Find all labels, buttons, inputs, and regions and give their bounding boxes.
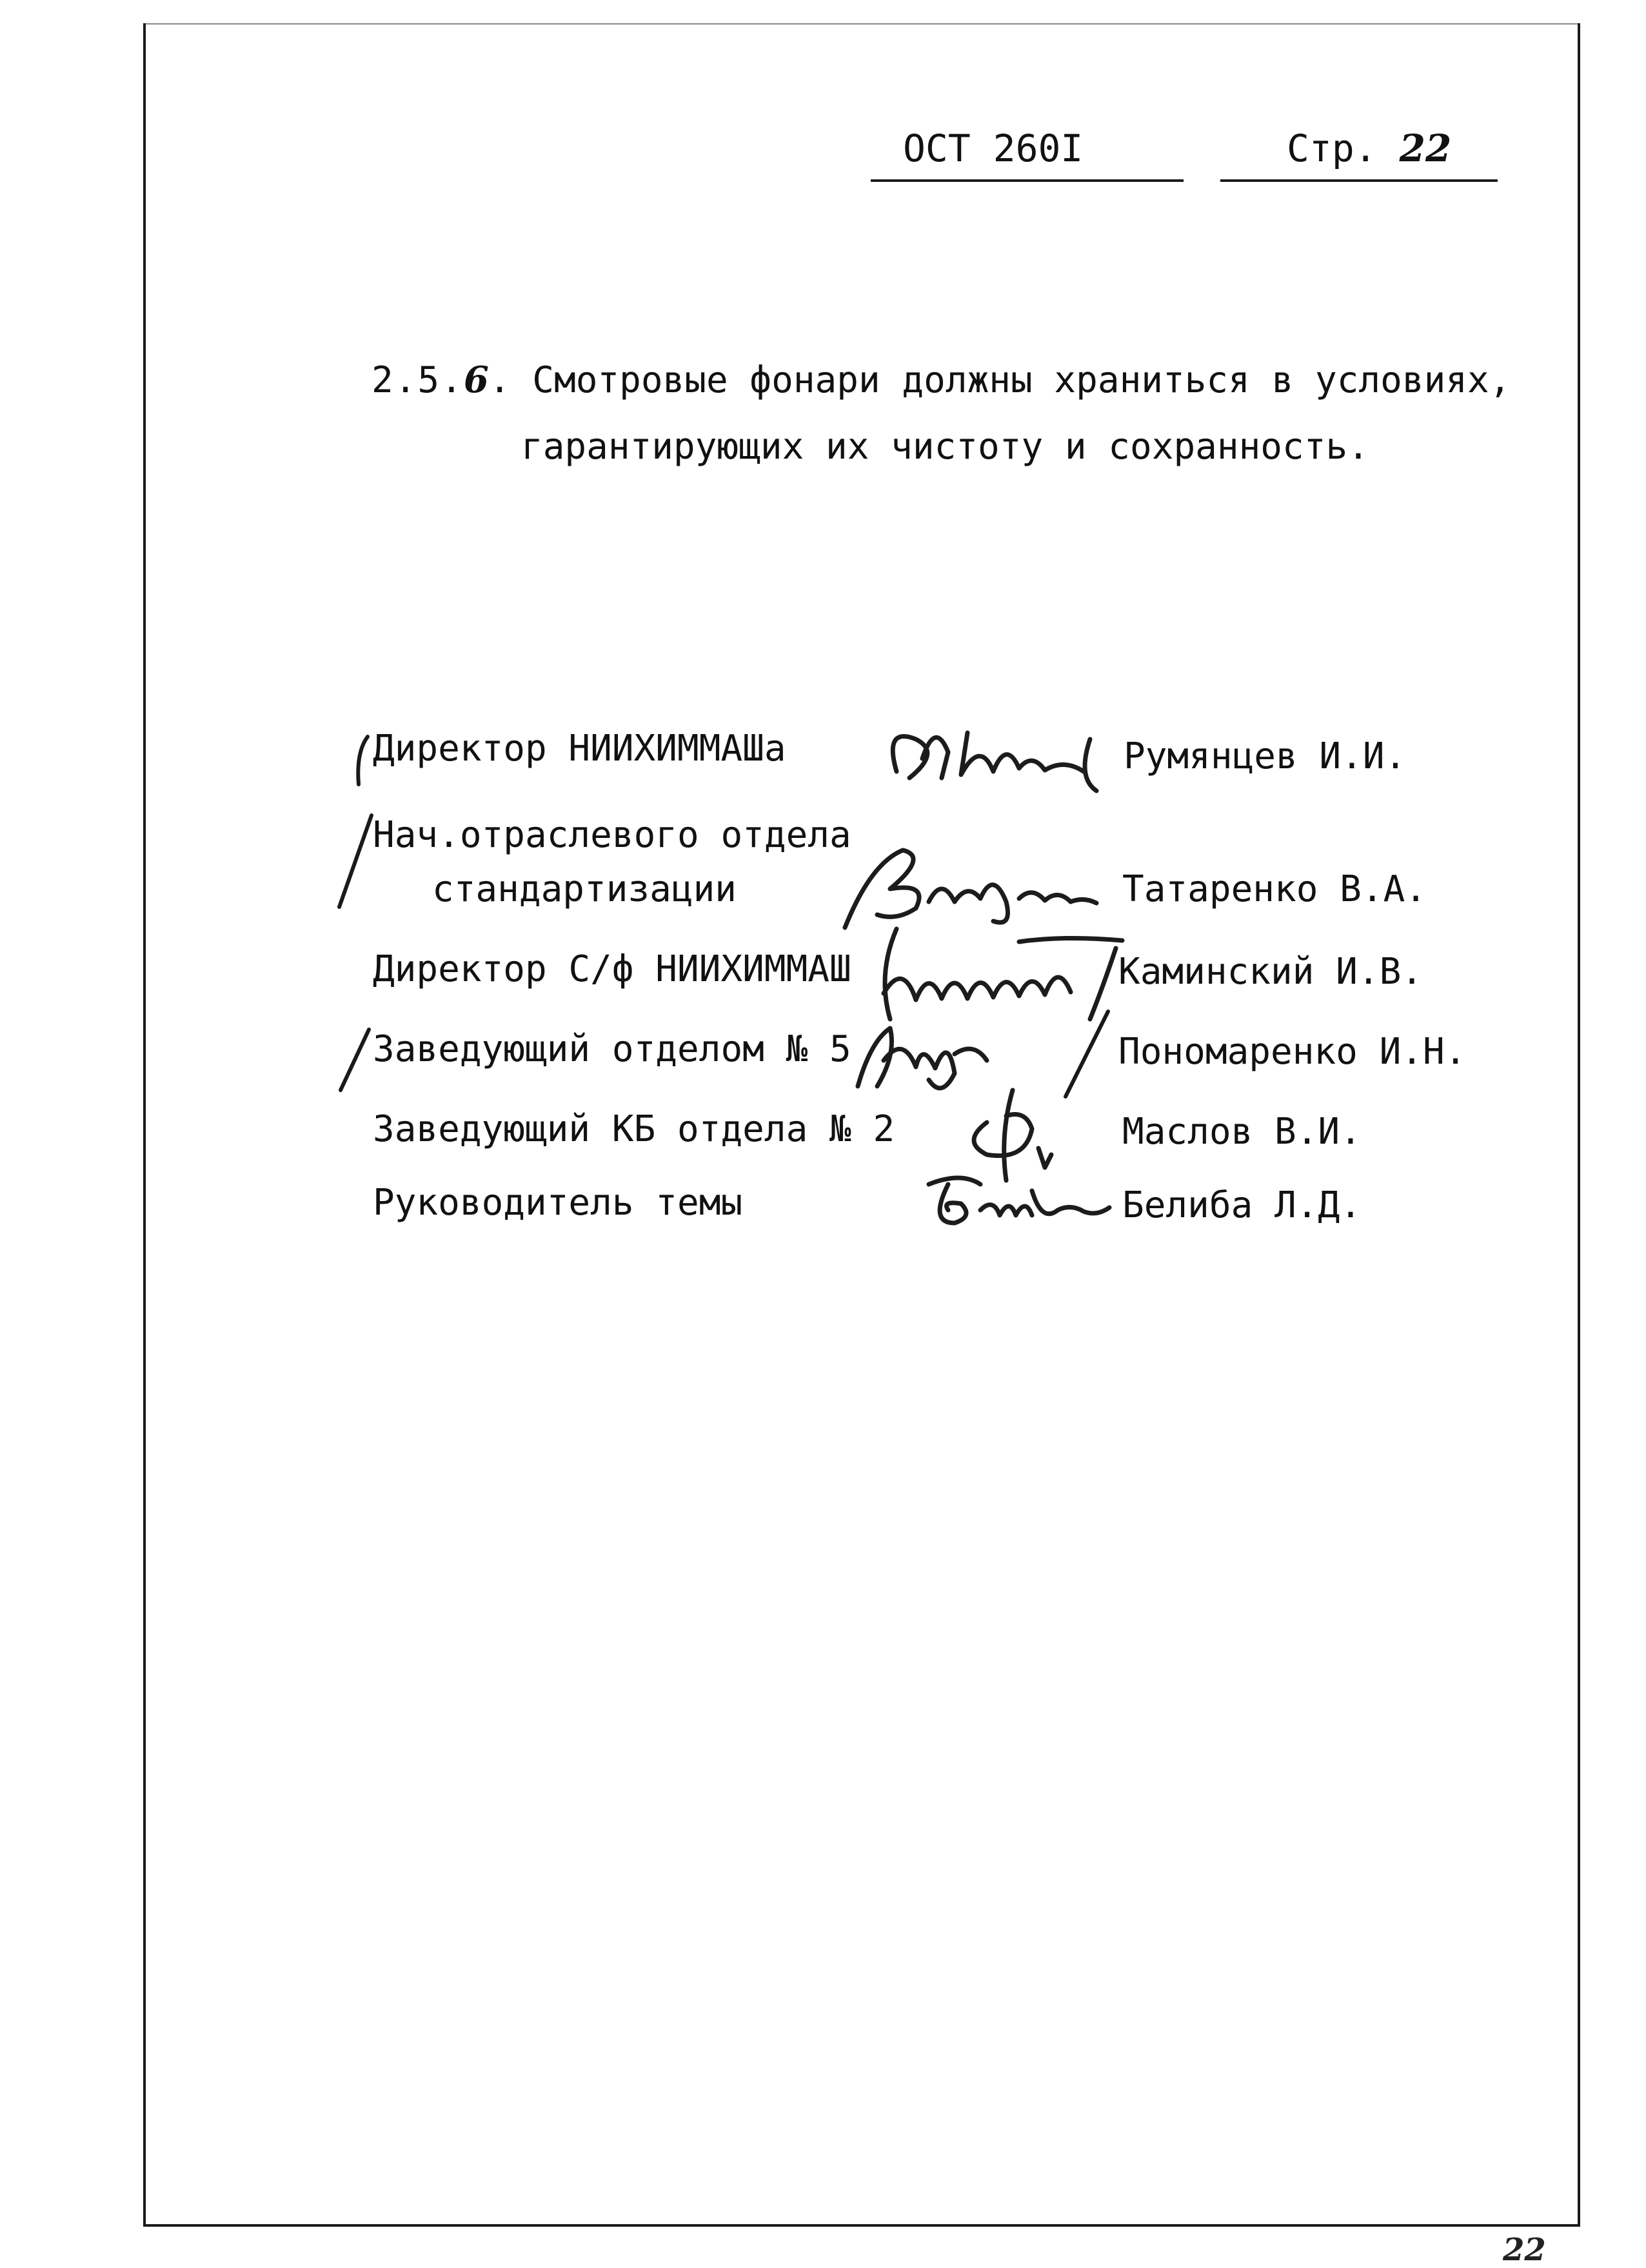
clause-text-line-1: Смотровые фонари должны храниться в условиях, [532,359,1511,401]
document-code-main: ОСТ 26 [903,126,1038,170]
signatory-title-4: Заведующий отделом № 5 [373,1028,851,1070]
document-code-suffix: 0I [1038,126,1084,170]
signatory-name-6: Белиба Л.Д. [1122,1184,1362,1226]
signatory-title-5: Заведующий КБ отдела № 2 [373,1108,895,1150]
signatory-name-5: Маслов В.И. [1122,1111,1362,1153]
margin-check-mark-2 [333,810,378,913]
signatory-title-3: Директор С/ф НИИХИММАШ [373,948,851,990]
document-code-underline [871,179,1184,182]
page-number: 22 [1399,126,1452,170]
signature-2 [832,837,1103,934]
signature-3 [858,922,1129,1026]
signatory-title-2-line-1: Нач.отраслевого отдела [373,814,851,856]
footer-page-mark: 22 [1503,2232,1546,2268]
document-code [903,126,1083,170]
margin-check-mark-1 [348,733,374,791]
page-reference [1287,126,1451,170]
clause-line-2 [521,426,1618,468]
clause-number-prefix: 2.5. [372,359,464,401]
signatory-name-3: Каминский И.В. [1118,951,1423,993]
signatory-title-6: Руководитель темы [373,1182,743,1224]
signature-1 [871,713,1116,797]
signatory-title-1: Директор НИИХИММАШа [373,728,786,770]
page-label: Стр. [1287,126,1377,170]
page-reference-underline [1220,179,1498,182]
signatory-name-2: Татаренко В.А. [1122,868,1427,910]
margin-check-mark-3 [335,1026,374,1097]
signatory-name-1: Румянцев И.И. [1124,735,1407,777]
signatory-title-2-line-2: стандартизации [432,868,737,910]
signatory-name-4: Пономаренко И.Н. [1118,1031,1467,1073]
clause-line-1: 2.5.6. Смотровые фонари должны храниться в условиях, [372,359,1511,401]
clause-text-line-2: гарантирующих их чистоту и сохранность. [521,426,1369,468]
signature-6 [903,1165,1116,1236]
clause-number-last: 6 [463,359,489,401]
